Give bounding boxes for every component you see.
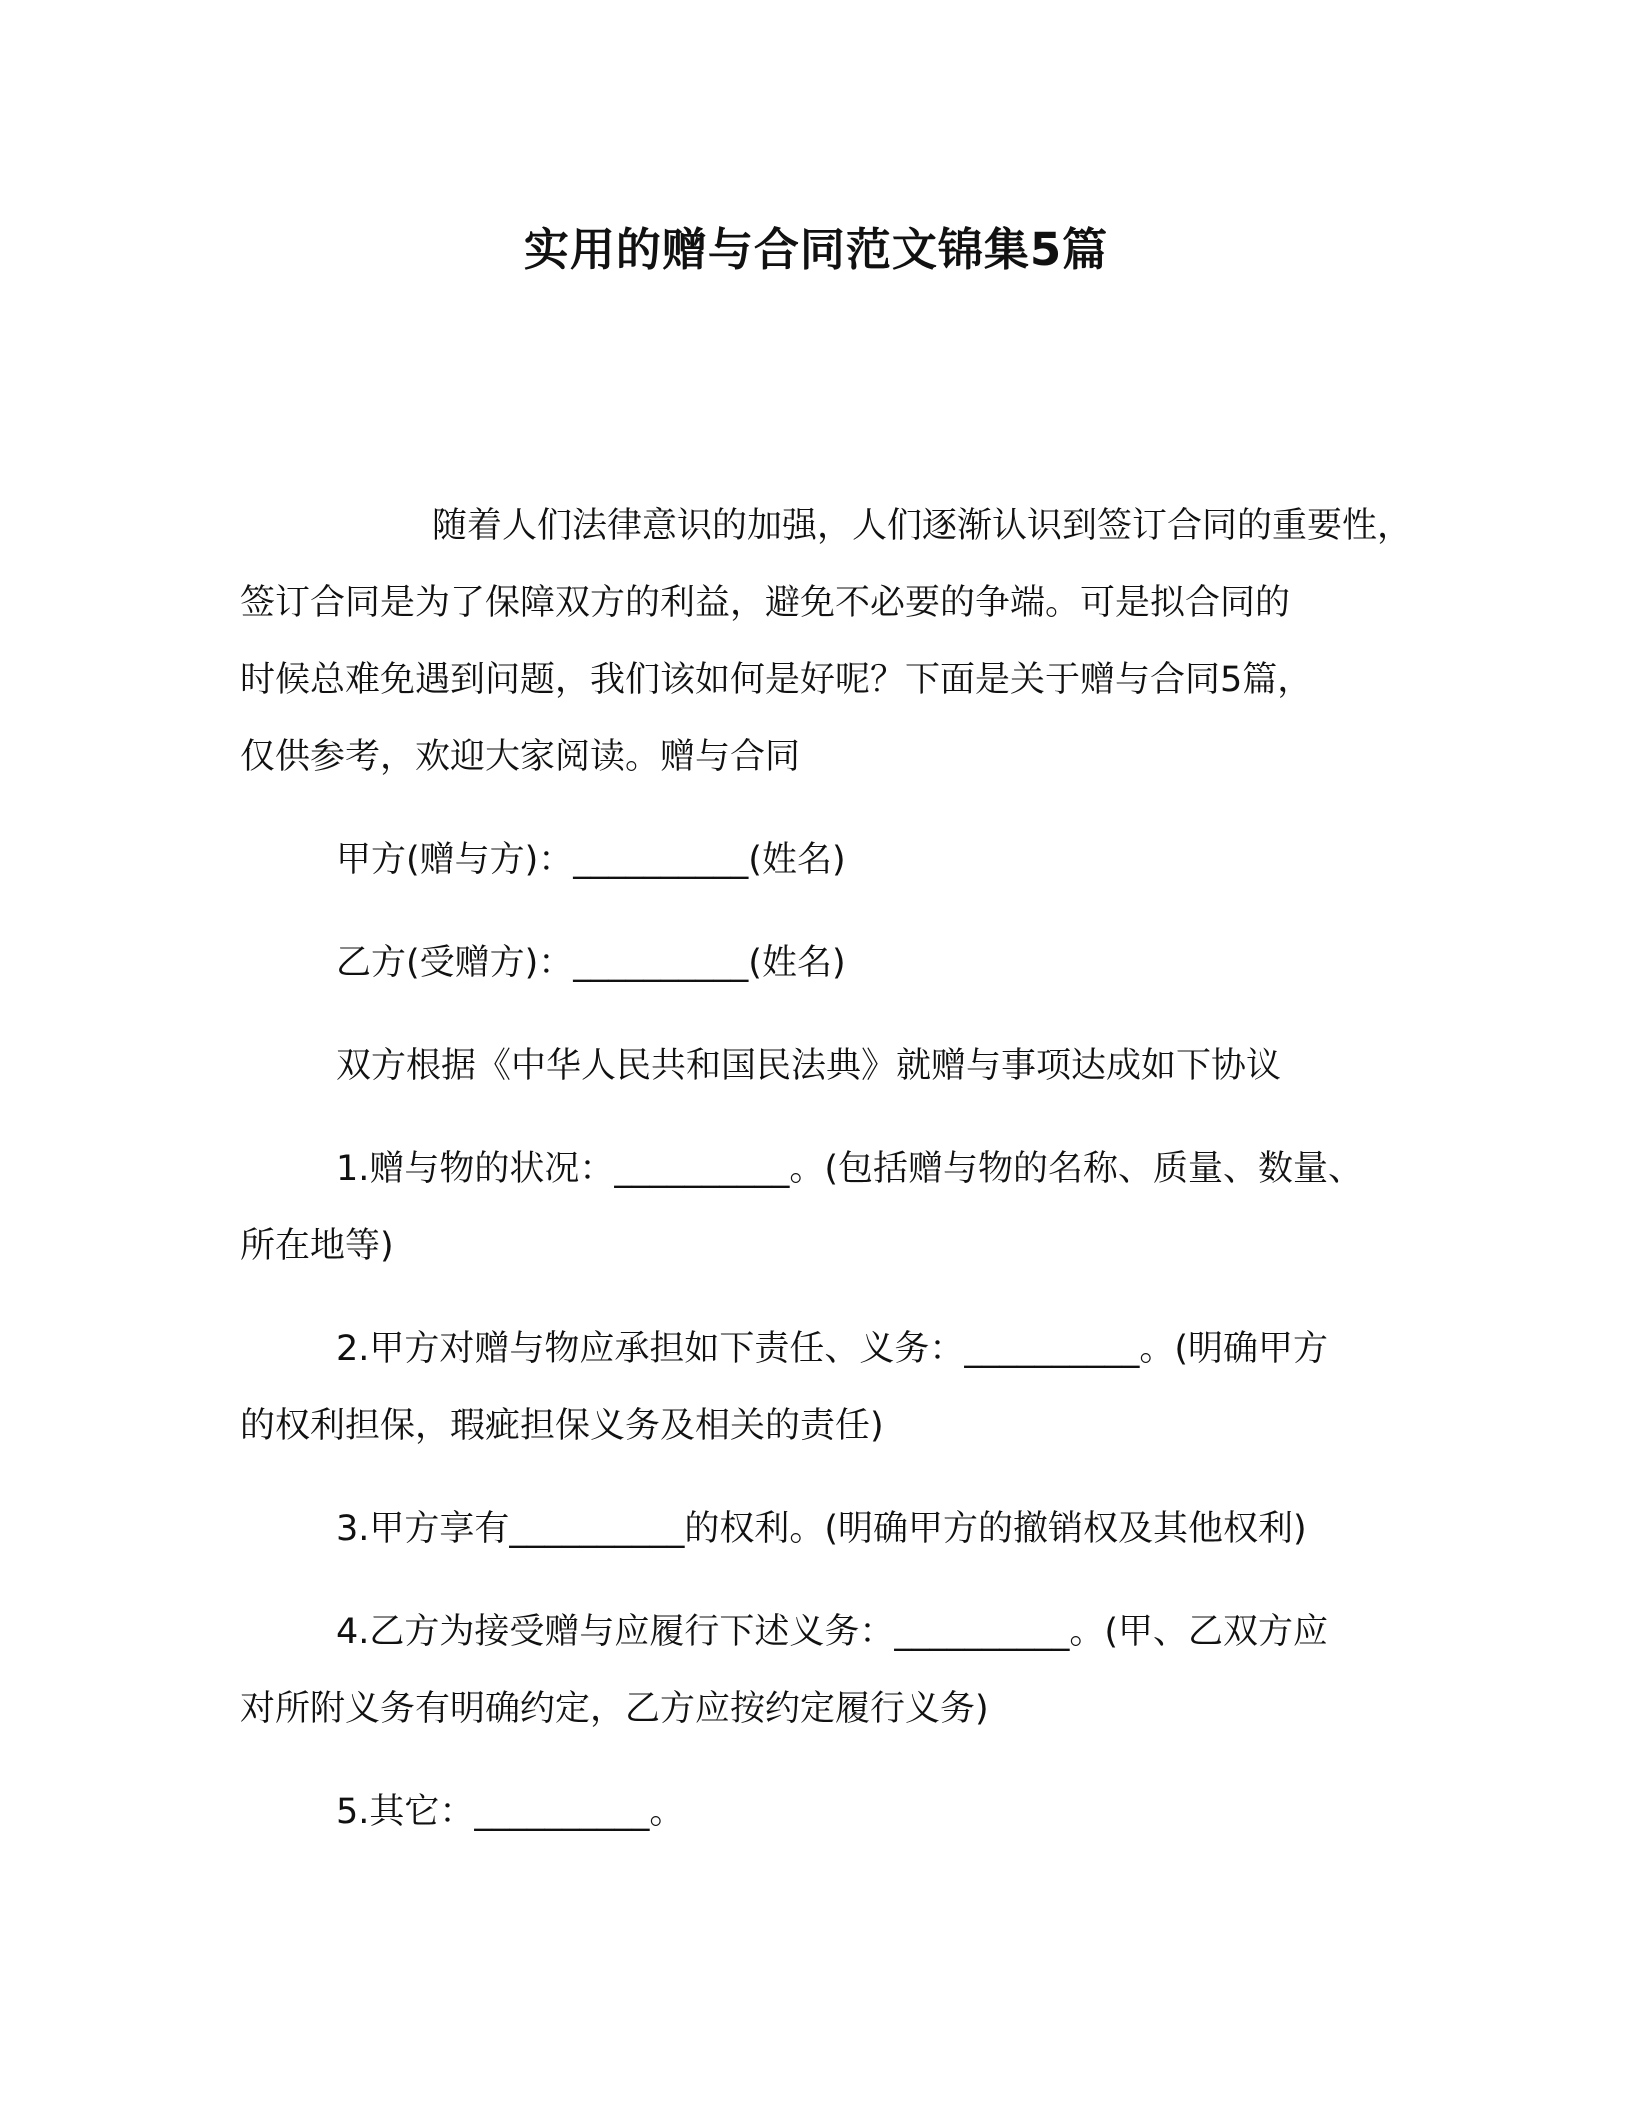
clause-line: 的权利担保，瑕疵担保义务及相关的责任)	[240, 1406, 884, 1446]
clause-1	[240, 1131, 1410, 1285]
party-a-line: 甲方(赠与方)：__________(姓名)	[336, 840, 846, 880]
clause-3: 3.甲方享有__________的权利。(明确甲方的撤销权及其他权利)	[336, 1509, 1307, 1549]
intro-line: 时候总难免遇到问题，我们该如何是好呢？下面是关于赠与合同5篇，	[240, 660, 1313, 700]
party-b-line: 乙方(受赠方)：__________(姓名)	[336, 943, 846, 983]
intro-line: 仅供参考，欢迎大家阅读。赠与合同	[240, 737, 801, 777]
clause-line: 对所附义务有明确约定，乙方应按约定履行义务)	[240, 1689, 989, 1729]
intro-line: 签订合同是为了保障双方的利益，避免不必要的争端。可是拟合同的	[240, 583, 1291, 623]
clause-5: 5.其它：__________。	[336, 1792, 685, 1832]
clause-line: 4.乙方为接受赠与应履行下述义务：__________。(甲、乙双方应	[336, 1612, 1329, 1652]
document-title: 实用的赠与合同范文锦集5篇	[523, 223, 1109, 276]
document-body	[240, 488, 1413, 1877]
clause-line: 1.赠与物的状况：__________。(包括赠与物的名称、质量、数量、	[336, 1149, 1364, 1189]
clause-4	[240, 1594, 1410, 1748]
intro-paragraph	[240, 488, 1413, 796]
clause-line: 2.甲方对赠与物应承担如下责任、义务：__________。(明确甲方	[336, 1329, 1329, 1369]
agreement-statement: 双方根据《中华人民共和国民法典》就赠与事项达成如下协议	[336, 1046, 1282, 1086]
intro-line: 随着人们法律意识的加强，人们逐渐认识到签订合同的重要性，	[432, 506, 1413, 546]
clause-2	[240, 1311, 1410, 1465]
clause-line: 所在地等)	[240, 1226, 394, 1266]
